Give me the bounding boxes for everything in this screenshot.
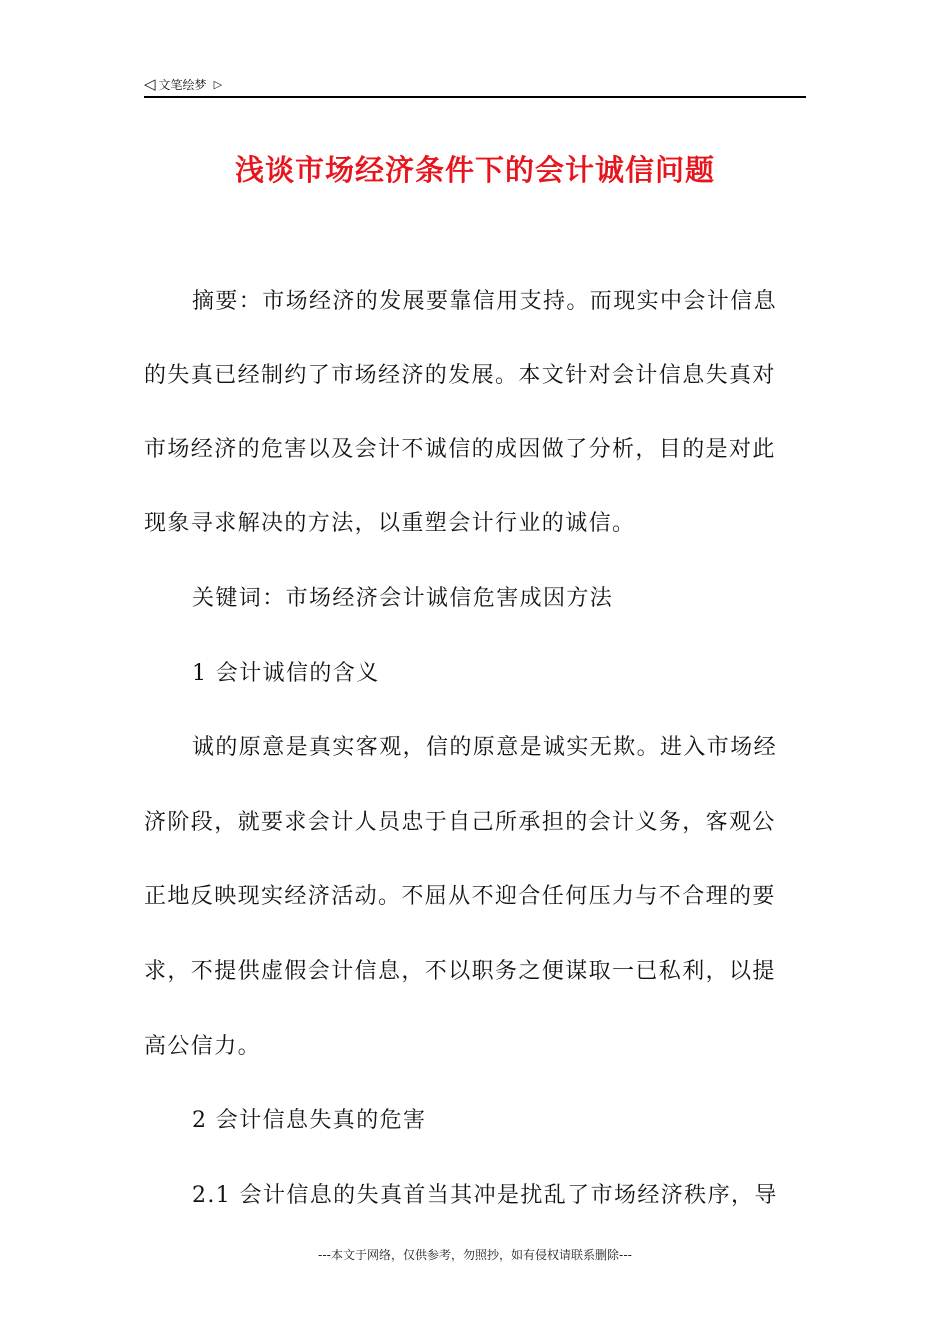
header-brand (144, 76, 222, 93)
paragraph-line-1: 诚的原意是真实客观，信的原意是诚实无欺。进入市场经 (192, 735, 778, 760)
footer-disclaimer: ---本文于网络，仅供参考，勿照抄，如有侵权请联系删除--- (318, 1248, 632, 1262)
paragraph-line-2: 济阶段，就要求会计人员忠于自己所承担的会计义务，客观公 (144, 810, 776, 835)
abstract-line-2: 的失真已经制约了市场经济的发展。本文针对会计信息失真对 (144, 363, 776, 388)
document-title: 浅谈市场经济条件下的会计诚信问题 (234, 153, 715, 187)
paragraph-line-4: 求，不提供虚假会计信息，不以职务之便谋取一已私利，以提 (144, 959, 776, 984)
abstract-line-1: 摘要：市场经济的发展要靠信用支持。而现实中会计信息 (192, 289, 778, 314)
brand-name: 文笔绘梦 (158, 78, 207, 92)
document-header (144, 72, 806, 98)
triangle-left-icon: ◁ (144, 75, 156, 93)
abstract-line-4: 现象寻求解决的方法，以重塑会计行业的诚信。 (144, 511, 636, 536)
subsection-line-1: 2.1 会计信息的失真首当其冲是扰乱了市场经济秩序，导 (192, 1183, 778, 1208)
keywords-line: 关键词：市场经济会计诚信危害成因方法 (192, 586, 614, 611)
section-heading-1: 1 会计诚信的含义 (192, 661, 380, 686)
section-heading-2: 2 会计信息失真的危害 (192, 1108, 427, 1133)
paragraph-line-5: 高公信力。 (144, 1034, 262, 1059)
paragraph-line-3: 正地反映现实经济活动。不屈从不迎合任何压力与不合理的要 (144, 884, 776, 909)
abstract-line-3: 市场经济的危害以及会计不诚信的成因做了分析，目的是对此 (144, 437, 776, 462)
triangle-right-icon: ▷ (213, 77, 223, 91)
